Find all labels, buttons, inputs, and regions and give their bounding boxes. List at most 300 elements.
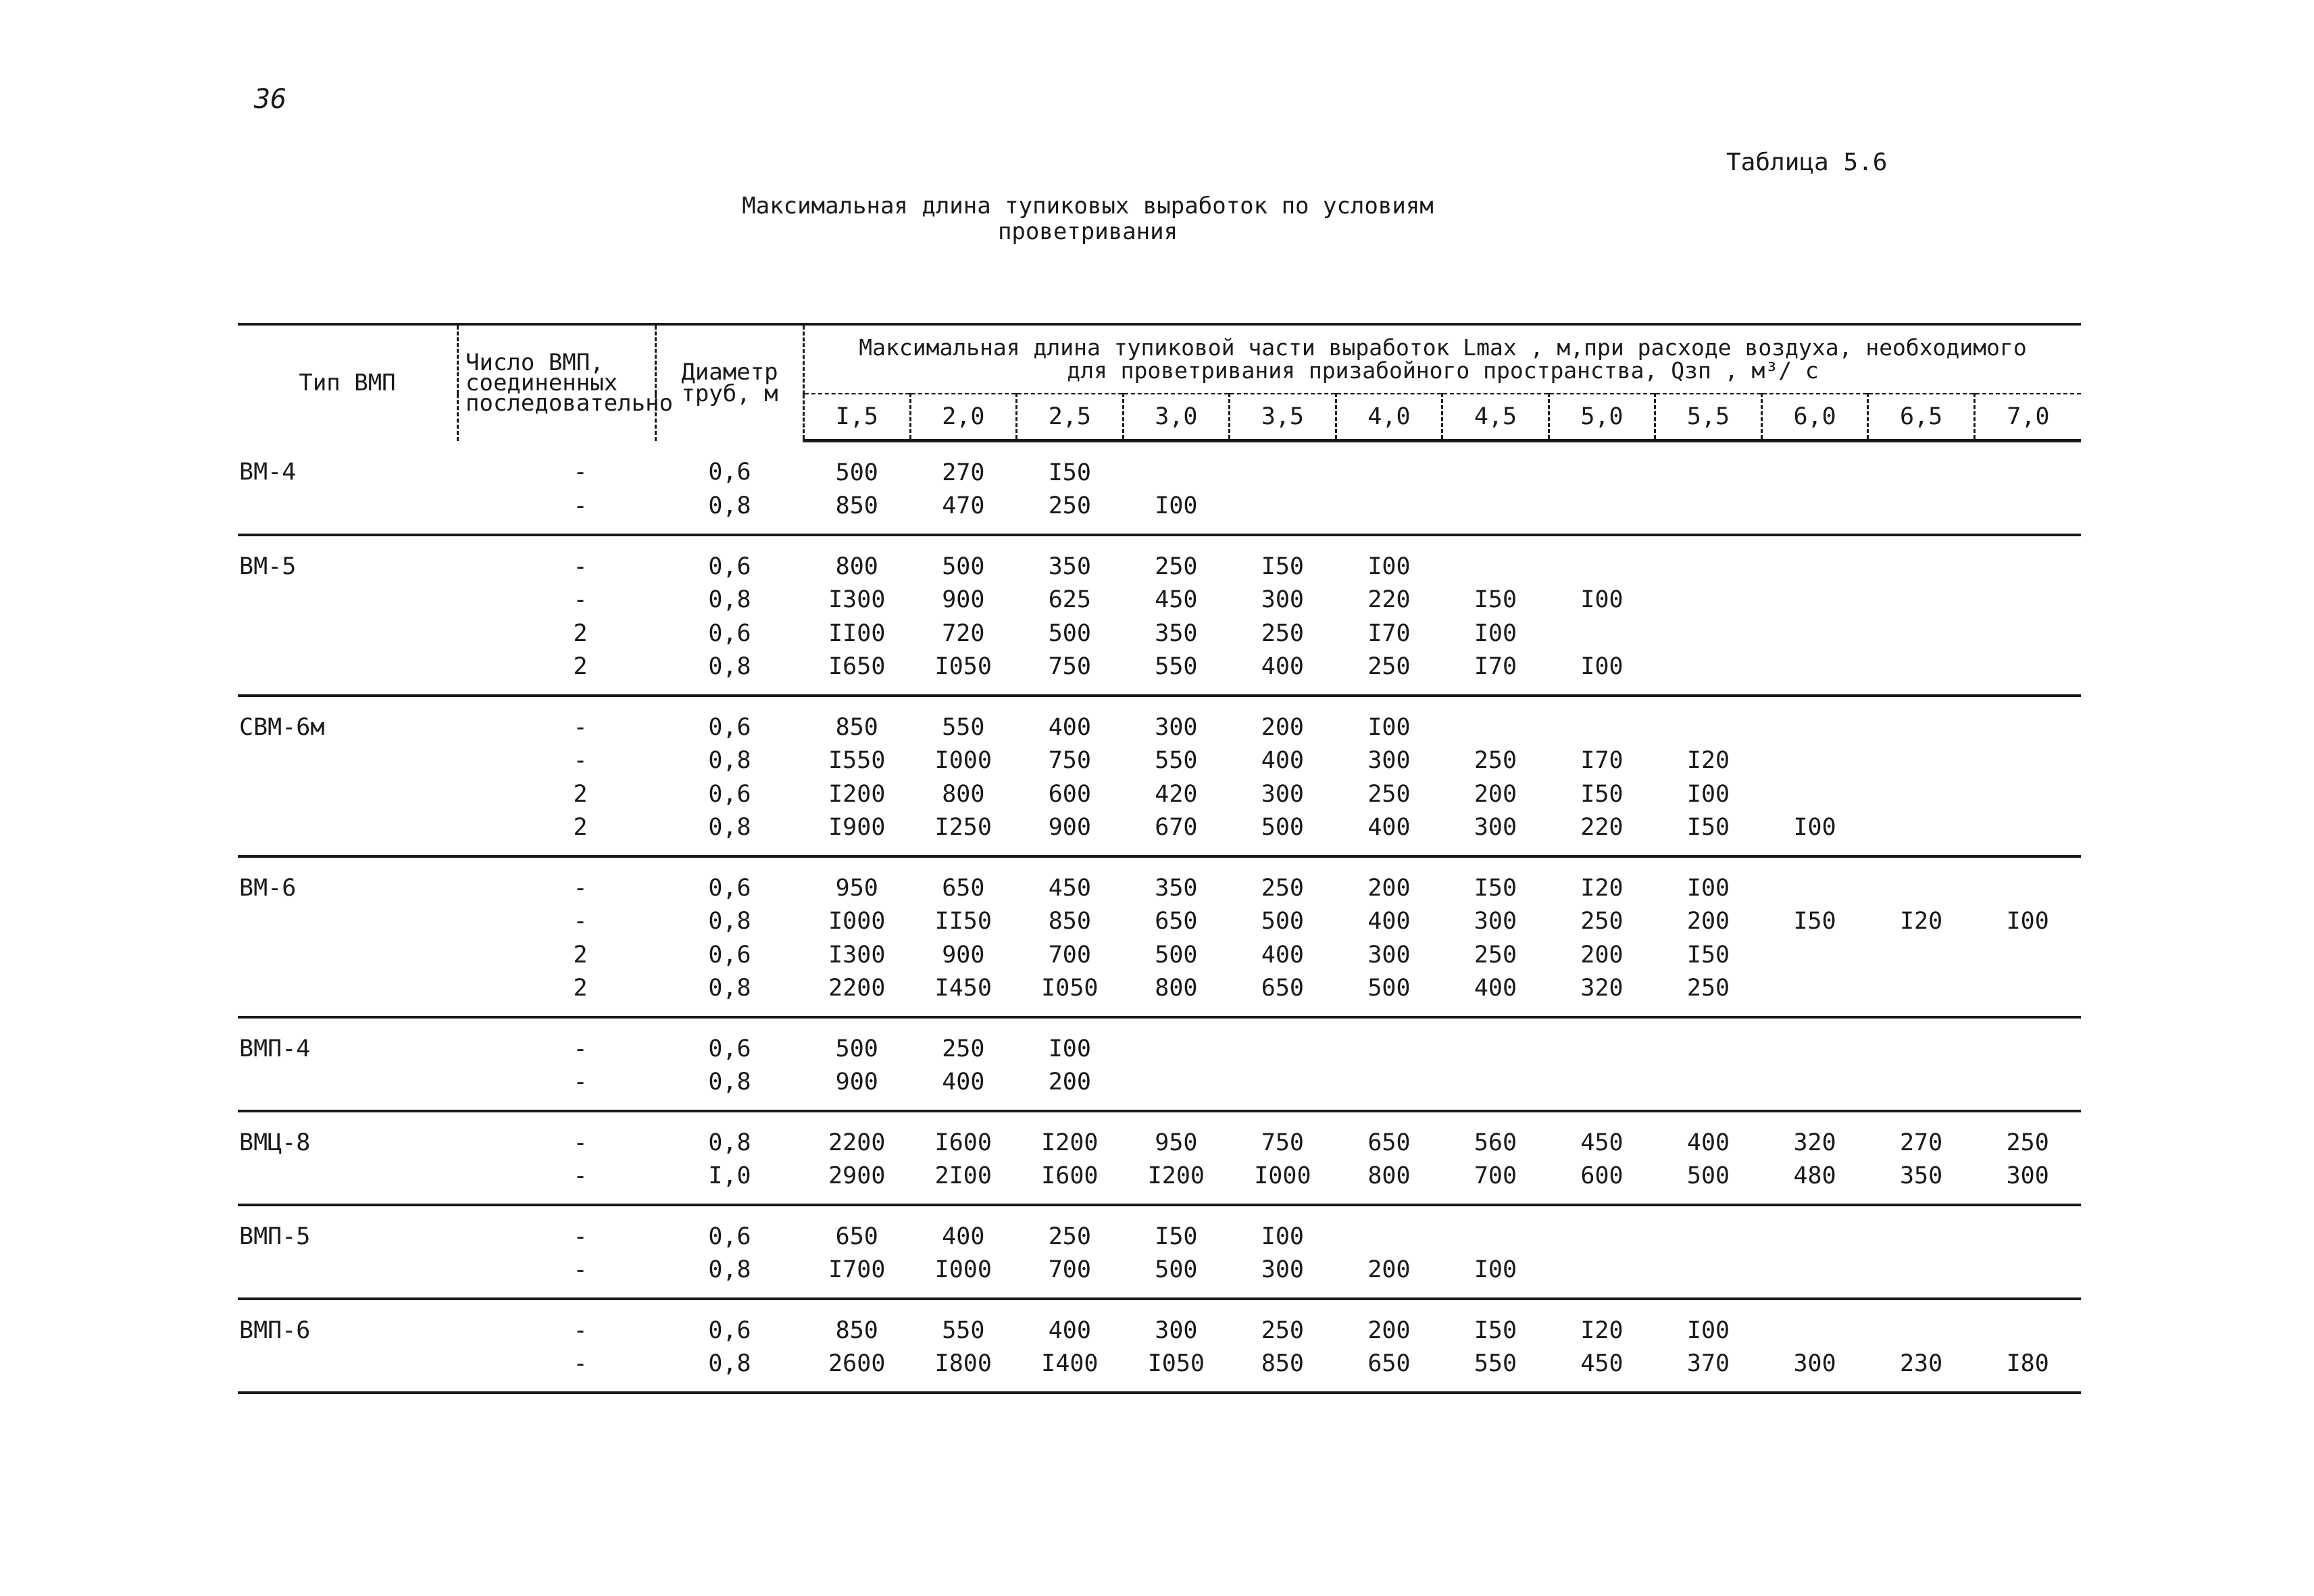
lmax-value (1655, 696, 1762, 744)
lmax-value: 550 (1442, 1347, 1549, 1393)
pipe-diameter: 0,8 (708, 1129, 751, 1156)
table-row (238, 1111, 2081, 1160)
lmax-value: I50 (1580, 780, 1624, 808)
header-diameter: Диаметр труб, м (656, 324, 804, 441)
lmax-value (1868, 1205, 1975, 1254)
lmax-value (1868, 777, 1975, 811)
fan-type: ВМ-6 (239, 874, 297, 902)
lmax-value: I50 (1474, 1316, 1517, 1344)
pipe-diameter: 0,8 (708, 747, 751, 775)
header-flow: 7,0 (1974, 394, 2081, 441)
pipe-diameter: 0,6 (708, 941, 751, 969)
lmax-value: 250 (1261, 619, 1304, 647)
lmax-value: 650 (1336, 1347, 1442, 1393)
lmax-value: 300 (1230, 1254, 1336, 1299)
lmax-value: I00 (1123, 490, 1230, 536)
lmax-value: 670 (1123, 811, 1230, 857)
lmax-value: 200 (1367, 874, 1411, 902)
lmax-value (1549, 1254, 1655, 1299)
lmax-value: 450 (1048, 874, 1091, 902)
pipe-diameter: 0,8 (708, 908, 751, 935)
lmax-value: 2200 (828, 1129, 886, 1156)
lmax-value (1761, 1017, 1868, 1066)
lmax-value: I200 (1041, 1129, 1099, 1156)
lmax-value (1442, 1017, 1549, 1066)
lmax-value: 300 (1367, 747, 1411, 775)
lmax-value: 270 (1899, 1129, 1943, 1156)
lmax-value: 370 (1655, 1347, 1762, 1393)
lmax-value: 500 (835, 459, 878, 486)
lmax-value: I00 (1761, 811, 1868, 857)
lmax-value: I600 (934, 1129, 992, 1156)
lmax-value (1761, 535, 1868, 584)
lmax-value (1442, 535, 1549, 584)
lmax-value: 400 (942, 1222, 985, 1250)
fan-count: - (573, 874, 588, 902)
lmax-value: 350 (1155, 619, 1198, 647)
lmax-value: 200 (1367, 1316, 1411, 1344)
pipe-diameter: I,0 (656, 1160, 804, 1206)
table-row (238, 1017, 2081, 1066)
fan-count: - (573, 1035, 588, 1062)
lmax-value: I700 (804, 1254, 911, 1299)
lmax-value: 250 (1261, 1316, 1304, 1344)
lmax-value (1761, 617, 1868, 650)
lmax-value: 300 (1261, 780, 1304, 808)
lmax-value (1868, 856, 1975, 905)
lmax-value (1549, 1205, 1655, 1254)
lmax-value (1761, 1066, 1868, 1112)
header-flow: 5,0 (1549, 394, 1655, 441)
lmax-value: I20 (1686, 747, 1730, 775)
lmax-value: 300 (1155, 1316, 1198, 1344)
lmax-value (1442, 1066, 1549, 1112)
lmax-value: 300 (1261, 586, 1304, 614)
lmax-value (1761, 650, 1868, 696)
lmax-value (1761, 584, 1868, 617)
lmax-value (1123, 1017, 1230, 1066)
lmax-value: 650 (1230, 972, 1336, 1018)
lmax-value: 550 (942, 1316, 985, 1344)
lmax-value: I00 (1474, 619, 1517, 647)
fan-count: - (573, 713, 588, 741)
lmax-value: 230 (1868, 1347, 1975, 1393)
lmax-value: 500 (1048, 619, 1091, 647)
lmax-value (1974, 777, 2081, 811)
pipe-diameter: 0,8 (656, 650, 804, 696)
lmax-value (1974, 938, 2081, 972)
fan-type: ВМП-6 (239, 1316, 311, 1344)
lmax-value: 2900 (804, 1160, 911, 1206)
lmax-value (1549, 441, 1655, 490)
lmax-value (1974, 696, 2081, 744)
pipe-diameter: 0,8 (656, 811, 804, 857)
lmax-value: 400 (1048, 713, 1091, 741)
fan-type (238, 584, 458, 617)
lmax-value: I20 (1580, 874, 1624, 902)
fan-count: 2 (458, 972, 656, 1018)
lmax-value: 200 (1474, 780, 1517, 808)
lmax-value: 400 (1261, 941, 1304, 969)
lmax-value (1655, 441, 1762, 490)
pipe-diameter: 0,6 (708, 458, 751, 486)
lmax-value: I20 (1580, 1316, 1624, 1344)
lmax-value (1655, 650, 1762, 696)
fan-count: 2 (458, 650, 656, 696)
lmax-value (1761, 777, 1868, 811)
lmax-value: 800 (1336, 1160, 1442, 1206)
fan-count: - (458, 1160, 656, 1206)
lmax-value: I400 (1017, 1347, 1124, 1393)
lmax-value: 650 (835, 1222, 878, 1250)
lmax-value: 250 (942, 1035, 985, 1062)
lmax-value: I200 (1123, 1160, 1230, 1206)
lmax-value (1336, 441, 1442, 490)
fan-type: ВМП-5 (239, 1222, 311, 1250)
lmax-value: 650 (1155, 908, 1198, 935)
lmax-value: 250 (1474, 747, 1517, 775)
lmax-value (1868, 490, 1975, 536)
table-row (238, 777, 2081, 811)
lmax-value (1336, 490, 1442, 536)
pipe-diameter: 0,8 (656, 1066, 804, 1112)
lmax-value (1230, 490, 1336, 536)
lmax-value (1442, 1205, 1549, 1254)
lmax-value: 350 (1868, 1160, 1975, 1206)
lmax-value: 700 (1442, 1160, 1549, 1206)
table-row (238, 1205, 2081, 1254)
lmax-value (1549, 1017, 1655, 1066)
fan-count: - (573, 1129, 588, 1156)
lmax-value (1974, 856, 2081, 905)
lmax-value: 2200 (804, 972, 911, 1018)
lmax-value (1230, 1017, 1336, 1066)
lmax-value (1868, 441, 1975, 490)
table-row (238, 441, 2081, 490)
pipe-diameter: 0,6 (708, 874, 751, 902)
lmax-value: 450 (1549, 1347, 1655, 1393)
lmax-value: 500 (942, 552, 985, 580)
lmax-value: I00 (1686, 874, 1730, 902)
lmax-value (1442, 696, 1549, 744)
lmax-value: 500 (835, 1035, 878, 1062)
lmax-value (1974, 584, 2081, 617)
title-line-2: проветривания (997, 218, 1178, 245)
lmax-value (1868, 1299, 1975, 1347)
lmax-value: I50 (1793, 908, 1836, 935)
lmax-value: 480 (1761, 1160, 1868, 1206)
lmax-value (1974, 535, 2081, 584)
lmax-value: 400 (1230, 650, 1336, 696)
lmax-value: I050 (1123, 1347, 1230, 1393)
table-label: Таблица 5.6 (1726, 149, 1888, 176)
lmax-value: 700 (1017, 1254, 1124, 1299)
lmax-value (1974, 972, 2081, 1018)
lmax-value: I450 (910, 972, 1017, 1018)
lmax-value: 850 (1048, 908, 1091, 935)
lmax-value (1549, 490, 1655, 536)
fan-count: - (573, 586, 588, 614)
fan-count: - (573, 1222, 588, 1250)
table-row (238, 696, 2081, 744)
lmax-value (1868, 744, 1975, 778)
lmax-value (1336, 1205, 1442, 1254)
lmax-value (1974, 650, 2081, 696)
lmax-value: 500 (1155, 941, 1198, 969)
table-row (238, 1066, 2081, 1112)
lmax-value: 400 (1686, 1129, 1730, 1156)
fan-count: - (573, 552, 588, 580)
lmax-value (1655, 1017, 1762, 1066)
table-row (238, 617, 2081, 650)
pipe-diameter: 0,8 (656, 1254, 804, 1299)
lmax-value (1123, 441, 1230, 490)
lmax-value (1868, 650, 1975, 696)
lmax-value: I00 (1580, 586, 1624, 614)
header-flow: 6,5 (1868, 394, 1975, 441)
lmax-value: 900 (1017, 811, 1124, 857)
lmax-value: 500 (1655, 1160, 1762, 1206)
pipe-diameter: 0,6 (708, 619, 751, 647)
lmax-value (1868, 617, 1975, 650)
lmax-value: 900 (942, 941, 985, 969)
lmax-value: 400 (1048, 1316, 1091, 1344)
pipe-diameter: 0,8 (656, 490, 804, 536)
lmax-value: 850 (835, 713, 878, 741)
lmax-value: 250 (1655, 972, 1762, 1018)
pipe-diameter: 0,6 (708, 713, 751, 741)
header-lmax (804, 324, 2082, 394)
lmax-value: I000 (910, 1254, 1017, 1299)
lmax-value: 200 (1261, 713, 1304, 741)
lmax-value: I50 (1686, 941, 1730, 969)
fan-count: - (458, 1347, 656, 1393)
fan-type (238, 777, 458, 811)
lmax-value (1868, 584, 1975, 617)
fan-type: ВМЦ-8 (239, 1129, 311, 1156)
lmax-value (1974, 1254, 2081, 1299)
lmax-value: 250 (1155, 552, 1198, 580)
lmax-value: 420 (1155, 780, 1198, 808)
pipe-diameter: 0,6 (708, 780, 751, 808)
lmax-value (1230, 1066, 1336, 1112)
lmax-value (1655, 490, 1762, 536)
lmax-value (1868, 1066, 1975, 1112)
fan-type (238, 905, 458, 939)
table-row (238, 584, 2081, 617)
lmax-value: I00 (1367, 552, 1411, 580)
lmax-value: 350 (1048, 552, 1091, 580)
lmax-value: 650 (1367, 1129, 1411, 1156)
lmax-value: I550 (828, 747, 886, 775)
fan-type (238, 617, 458, 650)
fan-type: ВМ-5 (239, 552, 297, 580)
lmax-value: 750 (1048, 747, 1091, 775)
lmax-value (1974, 1017, 2081, 1066)
lmax-value: 950 (835, 874, 878, 902)
lmax-value: I50 (1155, 1222, 1198, 1250)
lmax-value (1868, 938, 1975, 972)
lmax-value (1123, 1066, 1230, 1112)
lmax-value: I00 (1261, 1222, 1304, 1250)
lmax-value: 400 (1442, 972, 1549, 1018)
header-flow: 6,0 (1761, 394, 1868, 441)
lmax-value: 2I00 (910, 1160, 1017, 1206)
table-row (238, 905, 2081, 939)
lmax-value: 300 (1367, 941, 1411, 969)
lmax-value (1655, 1066, 1762, 1112)
lmax-value (1761, 490, 1868, 536)
fan-count: 2 (573, 941, 588, 969)
lmax-value (1230, 441, 1336, 490)
fan-type (238, 972, 458, 1018)
lmax-value: 320 (1549, 972, 1655, 1018)
lmax-value: 350 (1155, 874, 1198, 902)
lmax-value (1868, 696, 1975, 744)
header-count: Число ВМП, соединенных последовательно (458, 324, 656, 441)
lmax-value: I000 (1230, 1160, 1336, 1206)
lmax-value (1761, 696, 1868, 744)
lmax-value: I50 (1655, 811, 1762, 857)
pipe-diameter: 0,8 (656, 972, 804, 1018)
lmax-value: I80 (1974, 1347, 2081, 1393)
table-row (238, 811, 2081, 857)
lmax-value: 450 (1155, 586, 1198, 614)
lmax-value: I00 (1442, 1254, 1549, 1299)
header-type: Тип ВМП (238, 324, 458, 441)
lmax-value (1655, 1254, 1762, 1299)
lmax-value: I200 (828, 780, 886, 808)
lmax-value: 450 (1580, 1129, 1624, 1156)
lmax-value: 850 (1230, 1347, 1336, 1393)
lmax-value: 800 (835, 552, 878, 580)
fan-type (238, 1066, 458, 1112)
lmax-value: I00 (1686, 1316, 1730, 1344)
pipe-diameter: 0,6 (708, 552, 751, 580)
lmax-value: I00 (2006, 908, 2049, 935)
header-flow: 4,5 (1442, 394, 1549, 441)
table-row (238, 938, 2081, 972)
fan-type (238, 1347, 458, 1393)
fan-count: - (458, 1254, 656, 1299)
lmax-value (1761, 1205, 1868, 1254)
lmax-value: I00 (1048, 1035, 1091, 1062)
lmax-value: 750 (1261, 1129, 1304, 1156)
lmax-value: 200 (1017, 1066, 1124, 1112)
lmax-value (1974, 490, 2081, 536)
table-row (238, 535, 2081, 584)
header-flow: I,5 (804, 394, 911, 441)
header-flow: 3,5 (1230, 394, 1336, 441)
fan-type (238, 938, 458, 972)
lmax-value: 800 (942, 780, 985, 808)
fan-type (238, 811, 458, 857)
lmax-value (1868, 535, 1975, 584)
lmax-value (1549, 696, 1655, 744)
header-flow: 2,0 (910, 394, 1017, 441)
header-flow: 5,5 (1655, 394, 1762, 441)
lmax-value: 250 (1367, 780, 1411, 808)
lmax-value (1761, 856, 1868, 905)
lmax-value: 300 (1974, 1160, 2081, 1206)
fan-count: - (573, 747, 588, 775)
lmax-value: II50 (934, 908, 992, 935)
lmax-value: 900 (942, 586, 985, 614)
fan-type (238, 1254, 458, 1299)
lmax-value: 500 (1123, 1254, 1230, 1299)
lmax-value: I650 (804, 650, 911, 696)
lmax-value: 650 (942, 874, 985, 902)
lmax-value: 500 (1336, 972, 1442, 1018)
lmax-value (1974, 811, 2081, 857)
lmax-value: 200 (1580, 941, 1624, 969)
lmax-value: 300 (1155, 713, 1198, 741)
lmax-value: I800 (910, 1347, 1017, 1393)
lmax-value (1761, 938, 1868, 972)
lmax-value (1761, 1254, 1868, 1299)
lmax-value (1549, 617, 1655, 650)
lmax-value: II00 (828, 619, 886, 647)
lmax-value (1974, 441, 2081, 490)
lmax-value: 300 (1761, 1347, 1868, 1393)
table-row (238, 972, 2081, 1018)
lmax-value: I00 (1549, 650, 1655, 696)
lmax-value: I900 (804, 811, 911, 857)
header-flow: 4,0 (1336, 394, 1442, 441)
lmax-value: I000 (934, 747, 992, 775)
lmax-value: 250 (1474, 941, 1517, 969)
lmax-value (1974, 1299, 2081, 1347)
lmax-value: I70 (1367, 619, 1411, 647)
lmax-value: I00 (1686, 780, 1730, 808)
lmax-value: 250 (1580, 908, 1624, 935)
lmax-value (1761, 1299, 1868, 1347)
lmax-value (1549, 535, 1655, 584)
table-row (238, 1254, 2081, 1299)
lmax-value: 470 (910, 490, 1017, 536)
lmax-value (1655, 584, 1762, 617)
fan-type (238, 744, 458, 778)
lmax-value: I600 (1017, 1160, 1124, 1206)
lmax-value (1442, 490, 1549, 536)
lmax-value: 300 (1442, 811, 1549, 857)
lmax-value: 250 (1048, 1222, 1091, 1250)
fan-type (238, 1160, 458, 1206)
lmax-value: I300 (828, 586, 886, 614)
lmax-value: 700 (1048, 941, 1091, 969)
lmax-value: 250 (1017, 490, 1124, 536)
lmax-value (1549, 1066, 1655, 1112)
lmax-value: 950 (1155, 1129, 1198, 1156)
lmax-value: I50 (1474, 874, 1517, 902)
lmax-value (1442, 441, 1549, 490)
lmax-value: 550 (942, 713, 985, 741)
header-flow: 2,5 (1017, 394, 1124, 441)
lmax-value: I70 (1580, 747, 1624, 775)
lmax-value: 250 (1336, 650, 1442, 696)
lmax-value (1336, 1017, 1442, 1066)
lmax-value: 625 (1048, 586, 1091, 614)
header-lmax-line-2: для проветривания призабойного пространства, Qзп , м³/ с (1067, 357, 1819, 384)
lmax-value: 200 (1686, 908, 1730, 935)
lmax-value (1655, 1205, 1762, 1254)
lmax-value: 560 (1474, 1129, 1517, 1156)
fan-type (238, 490, 458, 536)
lmax-value: I50 (1261, 552, 1304, 580)
fan-type (238, 650, 458, 696)
table-row (238, 1160, 2081, 1206)
lmax-value: I50 (1048, 459, 1091, 486)
